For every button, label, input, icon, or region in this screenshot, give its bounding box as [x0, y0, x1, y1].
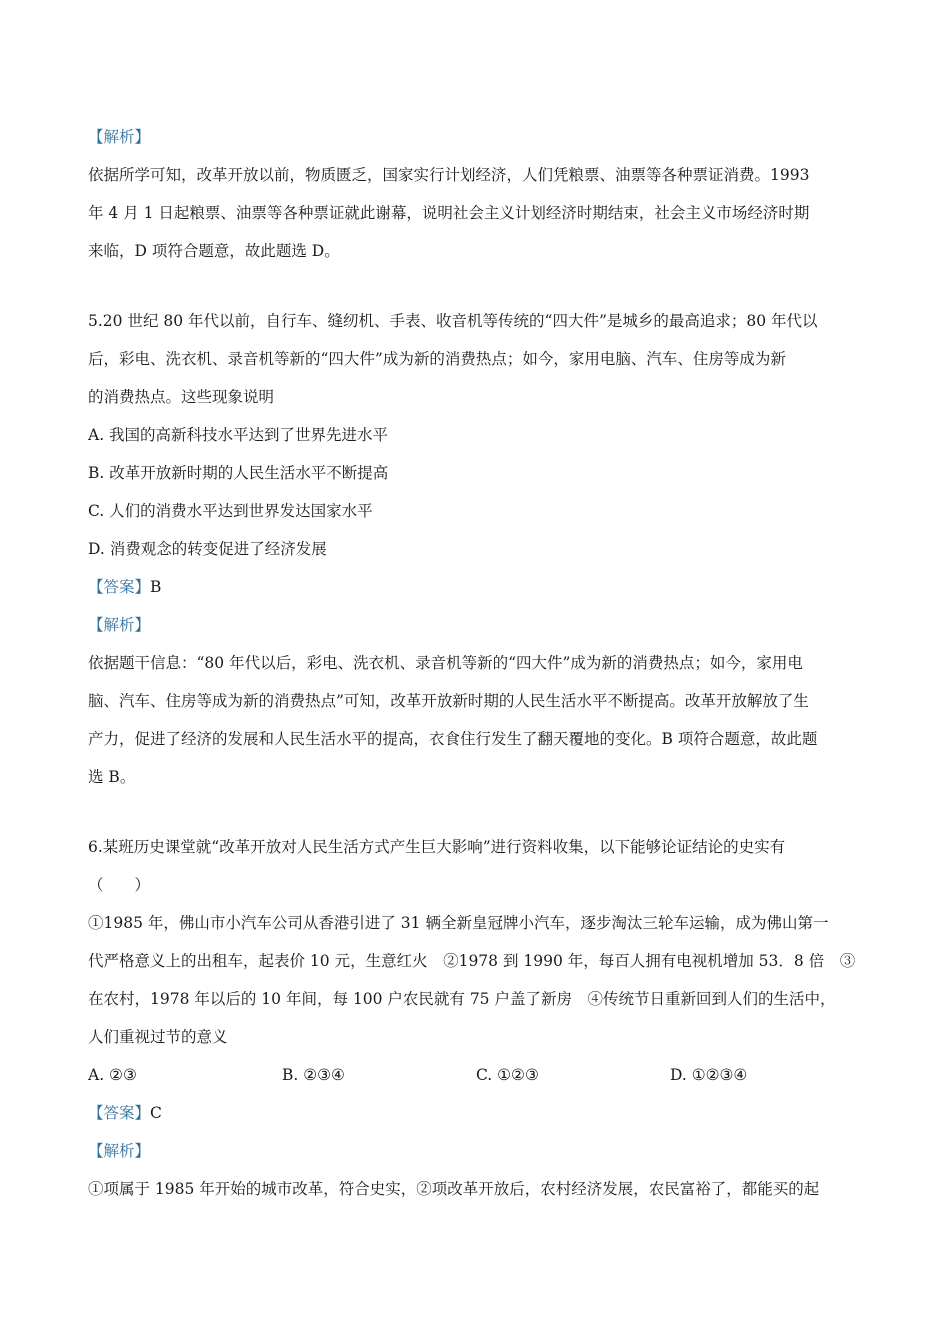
q5-option-a: A. 我国的高新科技水平达到了世界先进水平	[88, 426, 389, 444]
q6-option-a: A. ②③	[88, 1066, 137, 1084]
q6-answer	[88, 1094, 864, 1132]
q4-analysis-tag: 【解析】	[88, 128, 151, 146]
q5-option-b: B. 改革开放新时期的人民生活水平不断提高	[88, 464, 389, 482]
q5-answer-tag: 【答案】	[88, 578, 151, 596]
q5-analysis-line: 依据题干信息：“80 年代以后，彩电、洗衣机、录音机等新的“四大件”成为新的消费热点；如今，家用电	[88, 654, 803, 672]
spacer	[88, 796, 864, 828]
q6-stem-line: 代严格意义上的出租车，起表价 10 元，生意红火 ②1978 到 1990 年，每百人拥有电视机增加 53．8 倍 ③	[88, 952, 856, 970]
q4-analysis-line: 来临，D 项符合题意，故此题选 D。	[88, 242, 340, 260]
q5-analysis-line: 脑、汽车、住房等成为新的消费热点”可知，改革开放新时期的人民生活水平不断提高。改革开放解放了生	[88, 692, 809, 710]
q5-stem-line: 5.20 世纪 80 年代以前，自行车、缝纫机、手表、收音机等传统的“四大件”是城乡的最高追求；80 年代以	[88, 312, 818, 330]
q6-stem-line: 在农村，1978 年以后的 10 年间，每 100 户农民就有 75 户盖了新房 ④传统节日重新回到人们的生活中，	[88, 990, 836, 1008]
q5-stem-line: 后，彩电、洗衣机、录音机等新的“四大件”成为新的消费热点；如今，家用电脑、汽车、住房等成为新	[88, 350, 786, 368]
q5-analysis-line: 选 B。	[88, 768, 136, 786]
q5-analysis-tag: 【解析】	[88, 616, 151, 634]
q5-analysis-line: 产力，促进了经济的发展和人民生活水平的提高，衣食住行发生了翻天覆地的变化。B 项符合题意，故此题	[88, 730, 818, 748]
q4-analysis-line: 年 4 月 1 日起粮票、油票等各种票证就此谢幕，说明社会主义计划经济时期结束，社会主义市场经济时期	[88, 204, 810, 222]
q5-answer-value: B	[150, 578, 162, 596]
q6-stem-line: （ ）	[88, 876, 151, 894]
q5-option-c: C. 人们的消费水平达到世界发达国家水平	[88, 502, 373, 520]
question-6	[88, 828, 864, 1208]
q5-option-d: D. 消费观念的转变促进了经济发展	[88, 540, 327, 558]
q6-option-b: B. ②③④	[282, 1066, 345, 1084]
q6-analysis-line: ①项属于 1985 年开始的城市改革，符合史实，②项改革开放后，农村经济发展，农民富裕了，都能买的起	[88, 1180, 820, 1198]
q6-analysis-tag: 【解析】	[88, 1142, 151, 1160]
q4-analysis-line: 依据所学可知，改革开放以前，物质匮乏，国家实行计划经济，人们凭粮票、油票等各种票证消费。1993	[88, 166, 810, 184]
document-page	[88, 118, 864, 1208]
question-5	[88, 302, 864, 796]
spacer	[88, 270, 864, 302]
q4-analysis-section	[88, 118, 864, 270]
q6-option-c: C. ①②③	[476, 1066, 539, 1084]
q6-stem-line: 人们重视过节的意义	[88, 1028, 228, 1046]
q6-options	[88, 1056, 864, 1094]
q5-answer	[88, 568, 864, 606]
q6-answer-tag: 【答案】	[88, 1104, 151, 1122]
q6-stem-line: 6.某班历史课堂就“改革开放对人民生活方式产生巨大影响”进行资料收集，以下能够论证结论的史实有	[88, 838, 786, 856]
q6-answer-value: C	[150, 1104, 162, 1122]
q6-option-d: D. ①②③④	[670, 1066, 748, 1084]
q5-stem-line: 的消费热点。这些现象说明	[88, 388, 275, 406]
q6-stem-line: ①1985 年，佛山市小汽车公司从香港引进了 31 辆全新皇冠牌小汽车，逐步淘汰三轮车运输，成为佛山第一	[88, 914, 829, 932]
